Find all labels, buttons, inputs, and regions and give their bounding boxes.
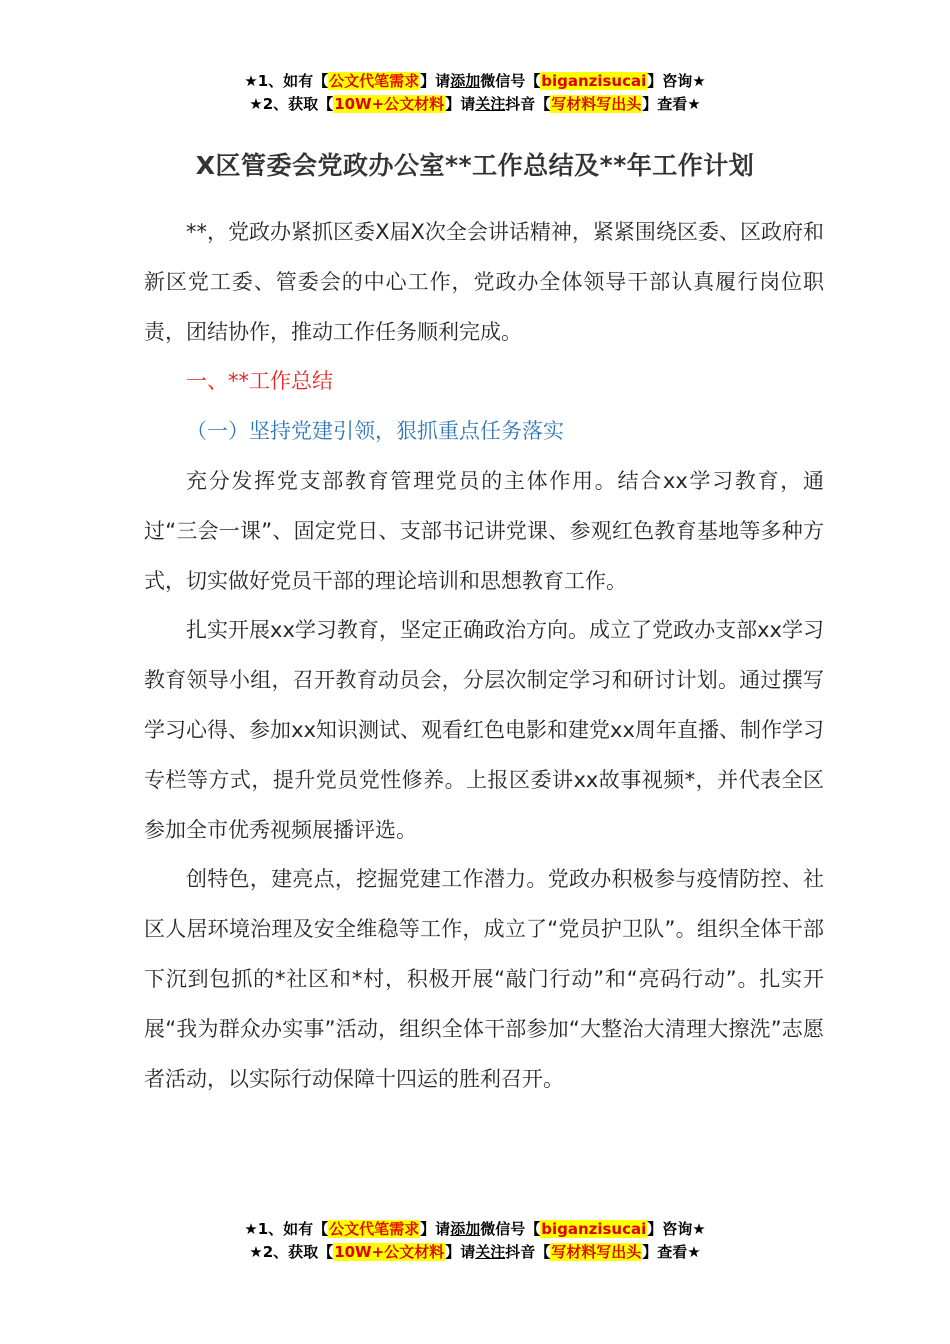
top-promo-banner [0, 70, 950, 116]
promo-highlight-service: 公文代笔需求 [329, 72, 420, 90]
document-body [144, 208, 824, 1104]
section-heading: 一、**工作总结 [186, 369, 333, 394]
promo-highlight-materials: 10W+公文材料 [334, 95, 445, 113]
promo-highlight-douyin: 写材料写出头 [551, 1243, 642, 1261]
body-paragraph: 充分发挥党支部教育管理党员的主体作用。结合xx学习教育，通过“三会一课”、固定党日、支部书记讲党课、参观红色教育基地等多种方式，切实做好党员干部的理论培训和思想教育工作。 [144, 468, 824, 593]
promo-highlight-service: 公文代笔需求 [329, 1220, 420, 1238]
promo-line-1: ★1、如有【公文代笔需求】请添加微信号【biganzisucai】咨询★ [244, 1220, 706, 1238]
promo-highlight-materials: 10W+公文材料 [334, 1243, 445, 1261]
star-icon: ★ [244, 1220, 258, 1238]
body-paragraph: 扎实开展xx学习教育，坚定正确政治方向。成立了党政办支部xx学习教育领导小组，召开教育动员会，分层次制定学习和研讨计划。通过撰写学习心得、参加xx知识测试、观看红色电影和建党xx周年直播、制作学习专栏等方式，提升党员党性修养。上报区委讲xx故事视频*，并代表全区参加全市优秀视频展播评选。 [144, 618, 824, 842]
bottom-promo-banner [0, 1218, 950, 1264]
star-icon: ★ [249, 95, 263, 113]
promo-line-2: ★2、获取【10W+公文材料】请关注抖音【写材料写出头】查看★ [249, 95, 701, 113]
subsection-heading: （一）坚持党建引领，狠抓重点任务落实 [186, 419, 564, 444]
document-title: X区管委会党政办公室**工作总结及**年工作计划 [195, 151, 755, 180]
star-icon: ★ [249, 1243, 263, 1261]
promo-line-2: ★2、获取【10W+公文材料】请关注抖音【写材料写出头】查看★ [249, 1243, 701, 1261]
star-icon: ★ [244, 72, 258, 90]
promo-line-1: ★1、如有【公文代笔需求】请添加微信号【biganzisucai】咨询★ [244, 72, 706, 90]
intro-paragraph: **，党政办紧抓区委X届X次全会讲话精神，紧紧围绕区委、区政府和新区党工委、管委会的中心工作，党政办全体领导干部认真履行岗位职责，团结协作，推动工作任务顺利完成。 [144, 220, 824, 344]
promo-highlight-wechat-id: biganzisucai [541, 1220, 647, 1238]
body-paragraph: 创特色，建亮点，挖掘党建工作潜力。党政办积极参与疫情防控、社区人居环境治理及安全维稳等工作，成立了“党员护卫队”。组织全体干部下沉到包抓的*社区和*村，积极开展“敲门行动”和“亮码行动”。扎实开展“我为群众办实事”活动，组织全体干部参加“大整治大清理大擦洗”志愿者活动，以实际行动保障十四运的胜利召开。 [144, 867, 824, 1091]
promo-highlight-wechat-id: biganzisucai [541, 72, 647, 90]
promo-highlight-douyin: 写材料写出头 [551, 95, 642, 113]
